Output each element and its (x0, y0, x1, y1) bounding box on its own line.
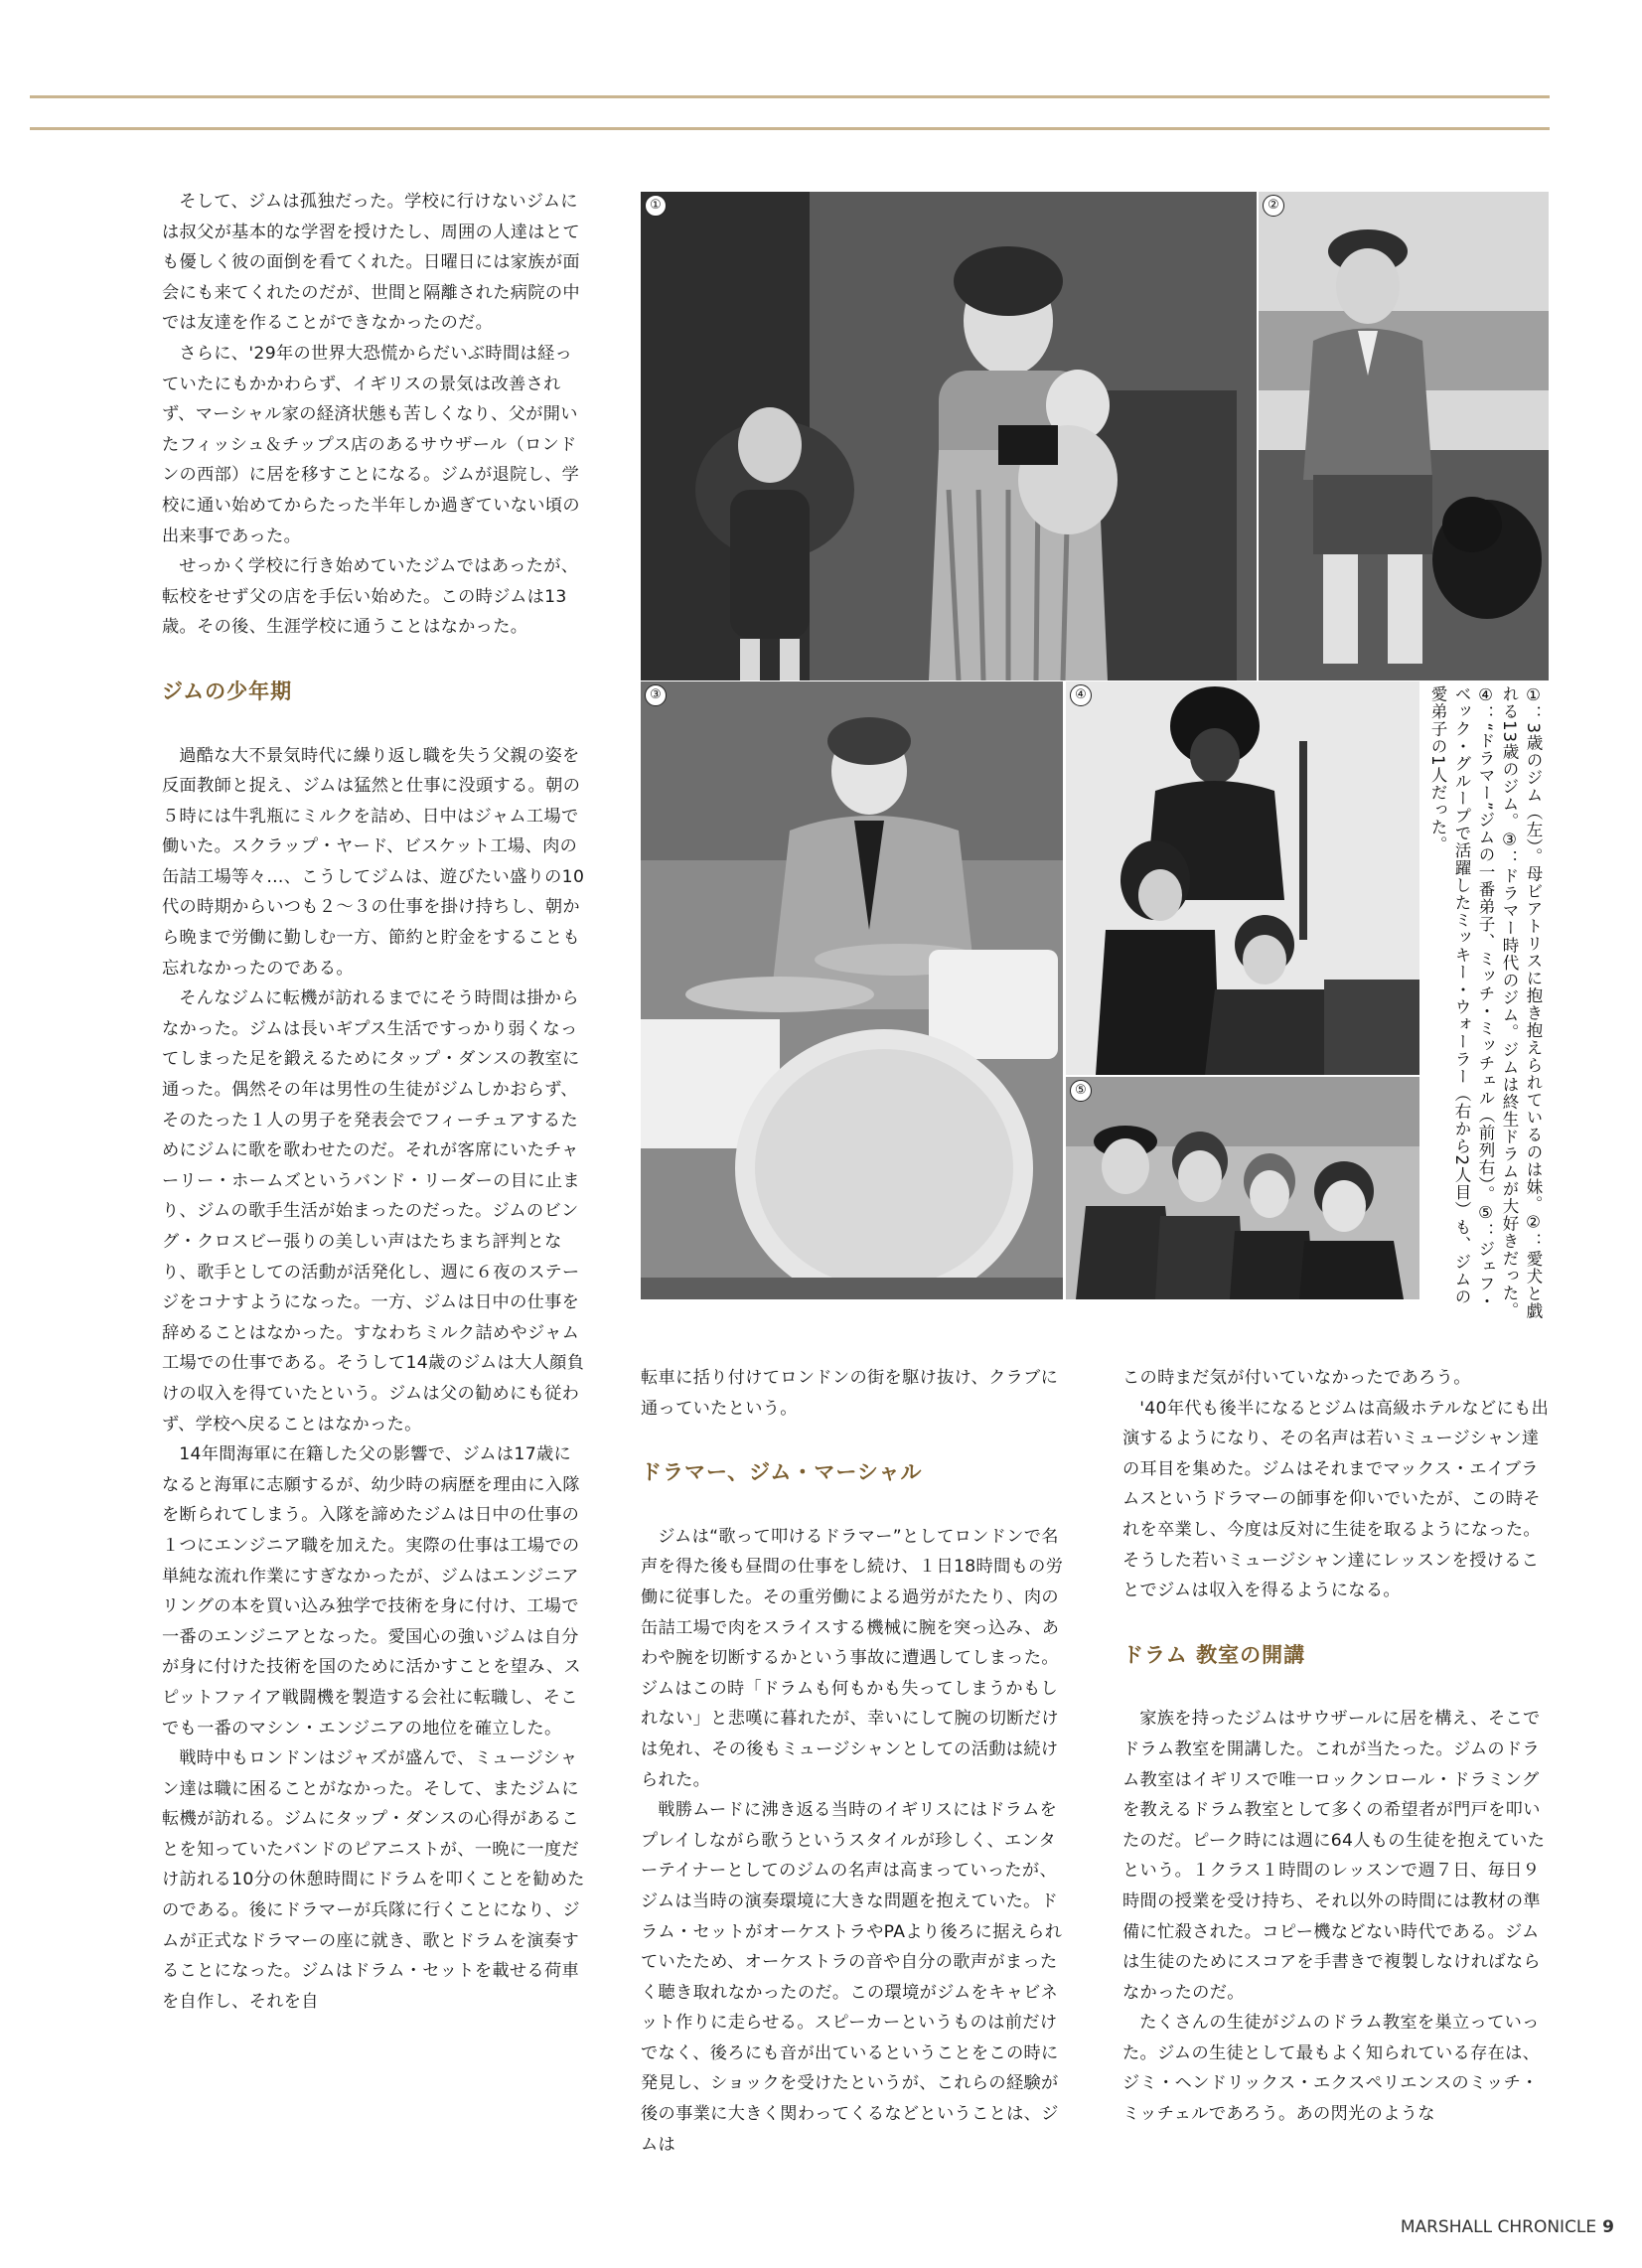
photo-family (641, 192, 1257, 680)
body-paragraph: せっかく学校に行き始めていたジムではあったが、転校をせず父の店を手伝い始めた。この時ジムは13歳。その後、生涯学校に通うことはなかった。 (162, 556, 579, 638)
photo-number-3: ③ (645, 684, 667, 706)
body-paragraph: 家族を持ったジムはサウザールに居を構え、そこでドラム教室を開講した。これが当たった。ジムのドラム教室はイギリスで唯一ロックンロール・ドラミングを教えるドラム教室として多くの希望者が門戸を叩いたのだ。ピーク時には週に64人もの生徒を抱えていたという。１クラス１時間のレッスンで週７日、毎日９時間の授業を受け持ち、それ以外の時間には教材の準備に忙殺された。コピー機などない時代である。ジムは生徒のためにスコアを手書きで複製しなければならなかったのだ。 (1122, 1709, 1546, 2003)
body-paragraph: 過酷な大不景気時代に繰り返し職を失う父親の姿を反面教師と捉え、ジムは猛然と仕事に没頭する。朝の５時には牛乳瓶にミルクを詰め、日中はジャム工場で働いた。スクラップ・ヤード、ビスケット工場、肉の缶詰工場等々…、こうしてジムは、遊びたい盛りの10代の時期からいつも２〜３の仕事を掛け持ちし、朝から晩まで労働に勤しむ一方、節約と貯金をすることも忘れなかったのである。 (162, 745, 585, 979)
body-paragraph: 転車に括り付けてロンドンの街を駆け抜け、クラブに通っていたという。 (641, 1368, 1059, 1419)
text-column-1 (162, 187, 587, 2017)
body-paragraph: たくさんの生徒がジムのドラム教室を巣立っていった。ジムの生徒として最もよく知られている存在は、ジミ・ヘンドリックス・エクスペリエンスのミッチ・ミッチェルであろう。あの閃光のような (1122, 2013, 1541, 2125)
body-paragraph: 14年間海軍に在籍した父の影響で、ジムは17歳になると海軍に志願するが、幼少時の病歴を理由に入隊を断られてしまう。入隊を諦めたジムは日中の仕事の１つにエンジニア職を加えた。実際の仕事は工場での単純な流れ作業にすぎなかったが、ジムはエンジニアリングの本を買い込み独学で技術を身に付け、工場で一番のエンジニアとなった。愛国心の強いジムは自分が身に付けた技術を国のために活かすことを望み、スピットファイア戦闘機を製造する会社に転職し、そこでも一番のマシン・エンジニアの地位を確立した。 (162, 1444, 581, 1739)
photo-band-hendrix (1066, 681, 1419, 1075)
page-footer (1401, 2217, 1614, 2237)
photo-drummer (641, 681, 1063, 1299)
body-paragraph: この時まだ気が付いていなかったであろう。 (1122, 1368, 1471, 1388)
photo-jeff-beck-group (1066, 1077, 1419, 1299)
photo-family-image (641, 192, 1257, 680)
body-paragraph: 戦時中もロンドンはジャズが盛んで、ミュージシャン達は職に困ることがなかった。そして、またジムに転機が訪れる。ジムにタップ・ダンスの心得があることを知っていたバンドのピアニストが、一晩に一度だけ訪れる10分の休憩時間にドラムを叩くことを勧めたのである。後にドラマーが兵隊に行くことになり、ジムが正式なドラマーの座に就き、歌とドラムを演奏することになった。ジムはドラム・セットを載せる荷車を自作し、それを自 (162, 1748, 585, 2012)
photo-number-2: ② (1263, 195, 1284, 217)
photo-drummer-image (641, 681, 1063, 1299)
photo-jeff-beck-group-image (1066, 1077, 1419, 1299)
section-heading: ドラム 教室の開講 (1122, 1642, 1306, 1667)
body-paragraph: 戦勝ムードに沸き返る当時のイギリスにはドラムをプレイしながら歌うというスタイルが珍しく、エンターテイナーとしてのジムの名声は高まっていったが、ジムは当時の演奏環境に大きな問題を抱えていた。ドラム・セットがオーケストラやPAより後ろに据えられていたため、オーケストラの音や自分の歌声がまったく聴き取れなかったのだ。この環境がジムをキャビネット作りに走らせる。スピーカーというものは前だけでなく、後ろにも音が出ているということをこの時に発見し、ショックを受けたというが、これらの経験が後の事業に大きく関わってくるなどということは、ジムは (641, 1800, 1063, 2155)
body-paragraph: さらに、'29年の世界大恐慌からだいぶ時間は経っていたにもかかわらず、イギリスの景気は改善されず、マーシャル家の経済状態も苦しくなり、父が開いたフィッシュ＆チップス店のあるサウザール（ロンドンの西部）に居を移すことになる。ジムが退院し、学校に通い始めてからたった半年しか過ぎていない頃の出来事であった。 (162, 343, 580, 546)
photo-boy-dog-image (1259, 192, 1549, 680)
text-column-3 (1122, 1363, 1550, 2130)
body-paragraph: そして、ジムは孤独だった。学校に行けないジムには叔父が基本的な学習を授けたし、周囲の人達はとても優しく彼の面倒を看てくれた。日曜日には家族が面会にも来てくれたのだが、世間と隔離された病院の中では友達を作ることができなかったのだ。 (162, 192, 580, 334)
photo-number-5: ⑤ (1070, 1080, 1092, 1102)
photo-caption: ①：3歳のジム（左）。母ビアトリスに抱き抱えられているのは妹。②：愛犬と戯れる13歳のジム。③：ドラマー時代のジム。ジムは終生ドラムが大好きだった。④：“ドラマー”ジムの一番弟子、ミッチ・ミッチェル（前列右）。⑤：ジェフ・ベック・グループで活躍したミッキー・ウォーラー（右から2人目）も、ジムの愛弟子の1人だった。 (1428, 685, 1543, 1320)
top-rule-upper (30, 95, 1550, 98)
photo-boy-dog (1259, 192, 1549, 680)
body-paragraph: ジムは“歌って叩けるドラマー”としてロンドンで名声を得た後も昼間の仕事をし続け、１日18時間もの労働に従事した。その重労働による過労がたたり、肉の缶詰工場で肉をスライスする機械に腕を突っ込み、あわや腕を切断するかという事故に遭遇してしまった。ジムはこの時「ドラムも何もかも失ってしまうかもしれない」と悲嘆に暮れたが、幸いにして腕の切断だけは免れ、その後もミュージシャンとしての活動は続けられた。 (641, 1526, 1064, 1790)
top-rule-lower (30, 127, 1550, 130)
photo-number-1: ① (645, 195, 667, 217)
body-paragraph: そんなジムに転機が訪れるまでにそう時間は掛からなかった。ジムは長いギプス生活ですっかり弱くなってしまった足を鍛えるためにタップ・ダンスの教室に通った。偶然その年は男性の生徒がジムしかおらず、そのたった１人の男子を発表会でフィーチュアするためにジムに歌を歌わせたのだ。それが客席にいたチャーリー・ホームズというバンド・リーダーの目に止まり、ジムの歌手生活が始まったのだった。ジムのビング・クロスビー張りの美しい声はたちまち評判となり、歌手としての活動が活発化し、週に６夜のステージをコナすようになった。一方、ジムは日中の仕事を辞めることはなかった。すなわちミルク詰めやジャム工場での仕事である。そうして14歳のジムは大人顔負けの収入を得ていたという。ジムは父の勧めにも従わず、学校へ戻ることはなかった。 (162, 988, 585, 1435)
text-column-2 (641, 1363, 1068, 2160)
section-heading: ドラマー、ジム・マーシャル (641, 1460, 923, 1485)
photo-number-4: ④ (1070, 684, 1092, 706)
photo-band-hendrix-image (1066, 681, 1419, 1075)
magazine-title: MARSHALL CHRONICLE (1400, 2217, 1597, 2237)
body-paragraph: '40年代も後半になるとジムは高級ホテルなどにも出演するようになり、その名声は若いミュージシャン達の耳目を集めた。ジムはそれまでマックス・エイブラムスというドラマーの師事を仰いでいたが、この時それを卒業し、今度は反対に生徒を取るようになった。そうした若いミュージシャン達にレッスンを授けることでジムは収入を得るようになる。 (1122, 1398, 1550, 1601)
section-heading: ジムの少年期 (162, 679, 293, 703)
page-number: 9 (1602, 2217, 1614, 2237)
